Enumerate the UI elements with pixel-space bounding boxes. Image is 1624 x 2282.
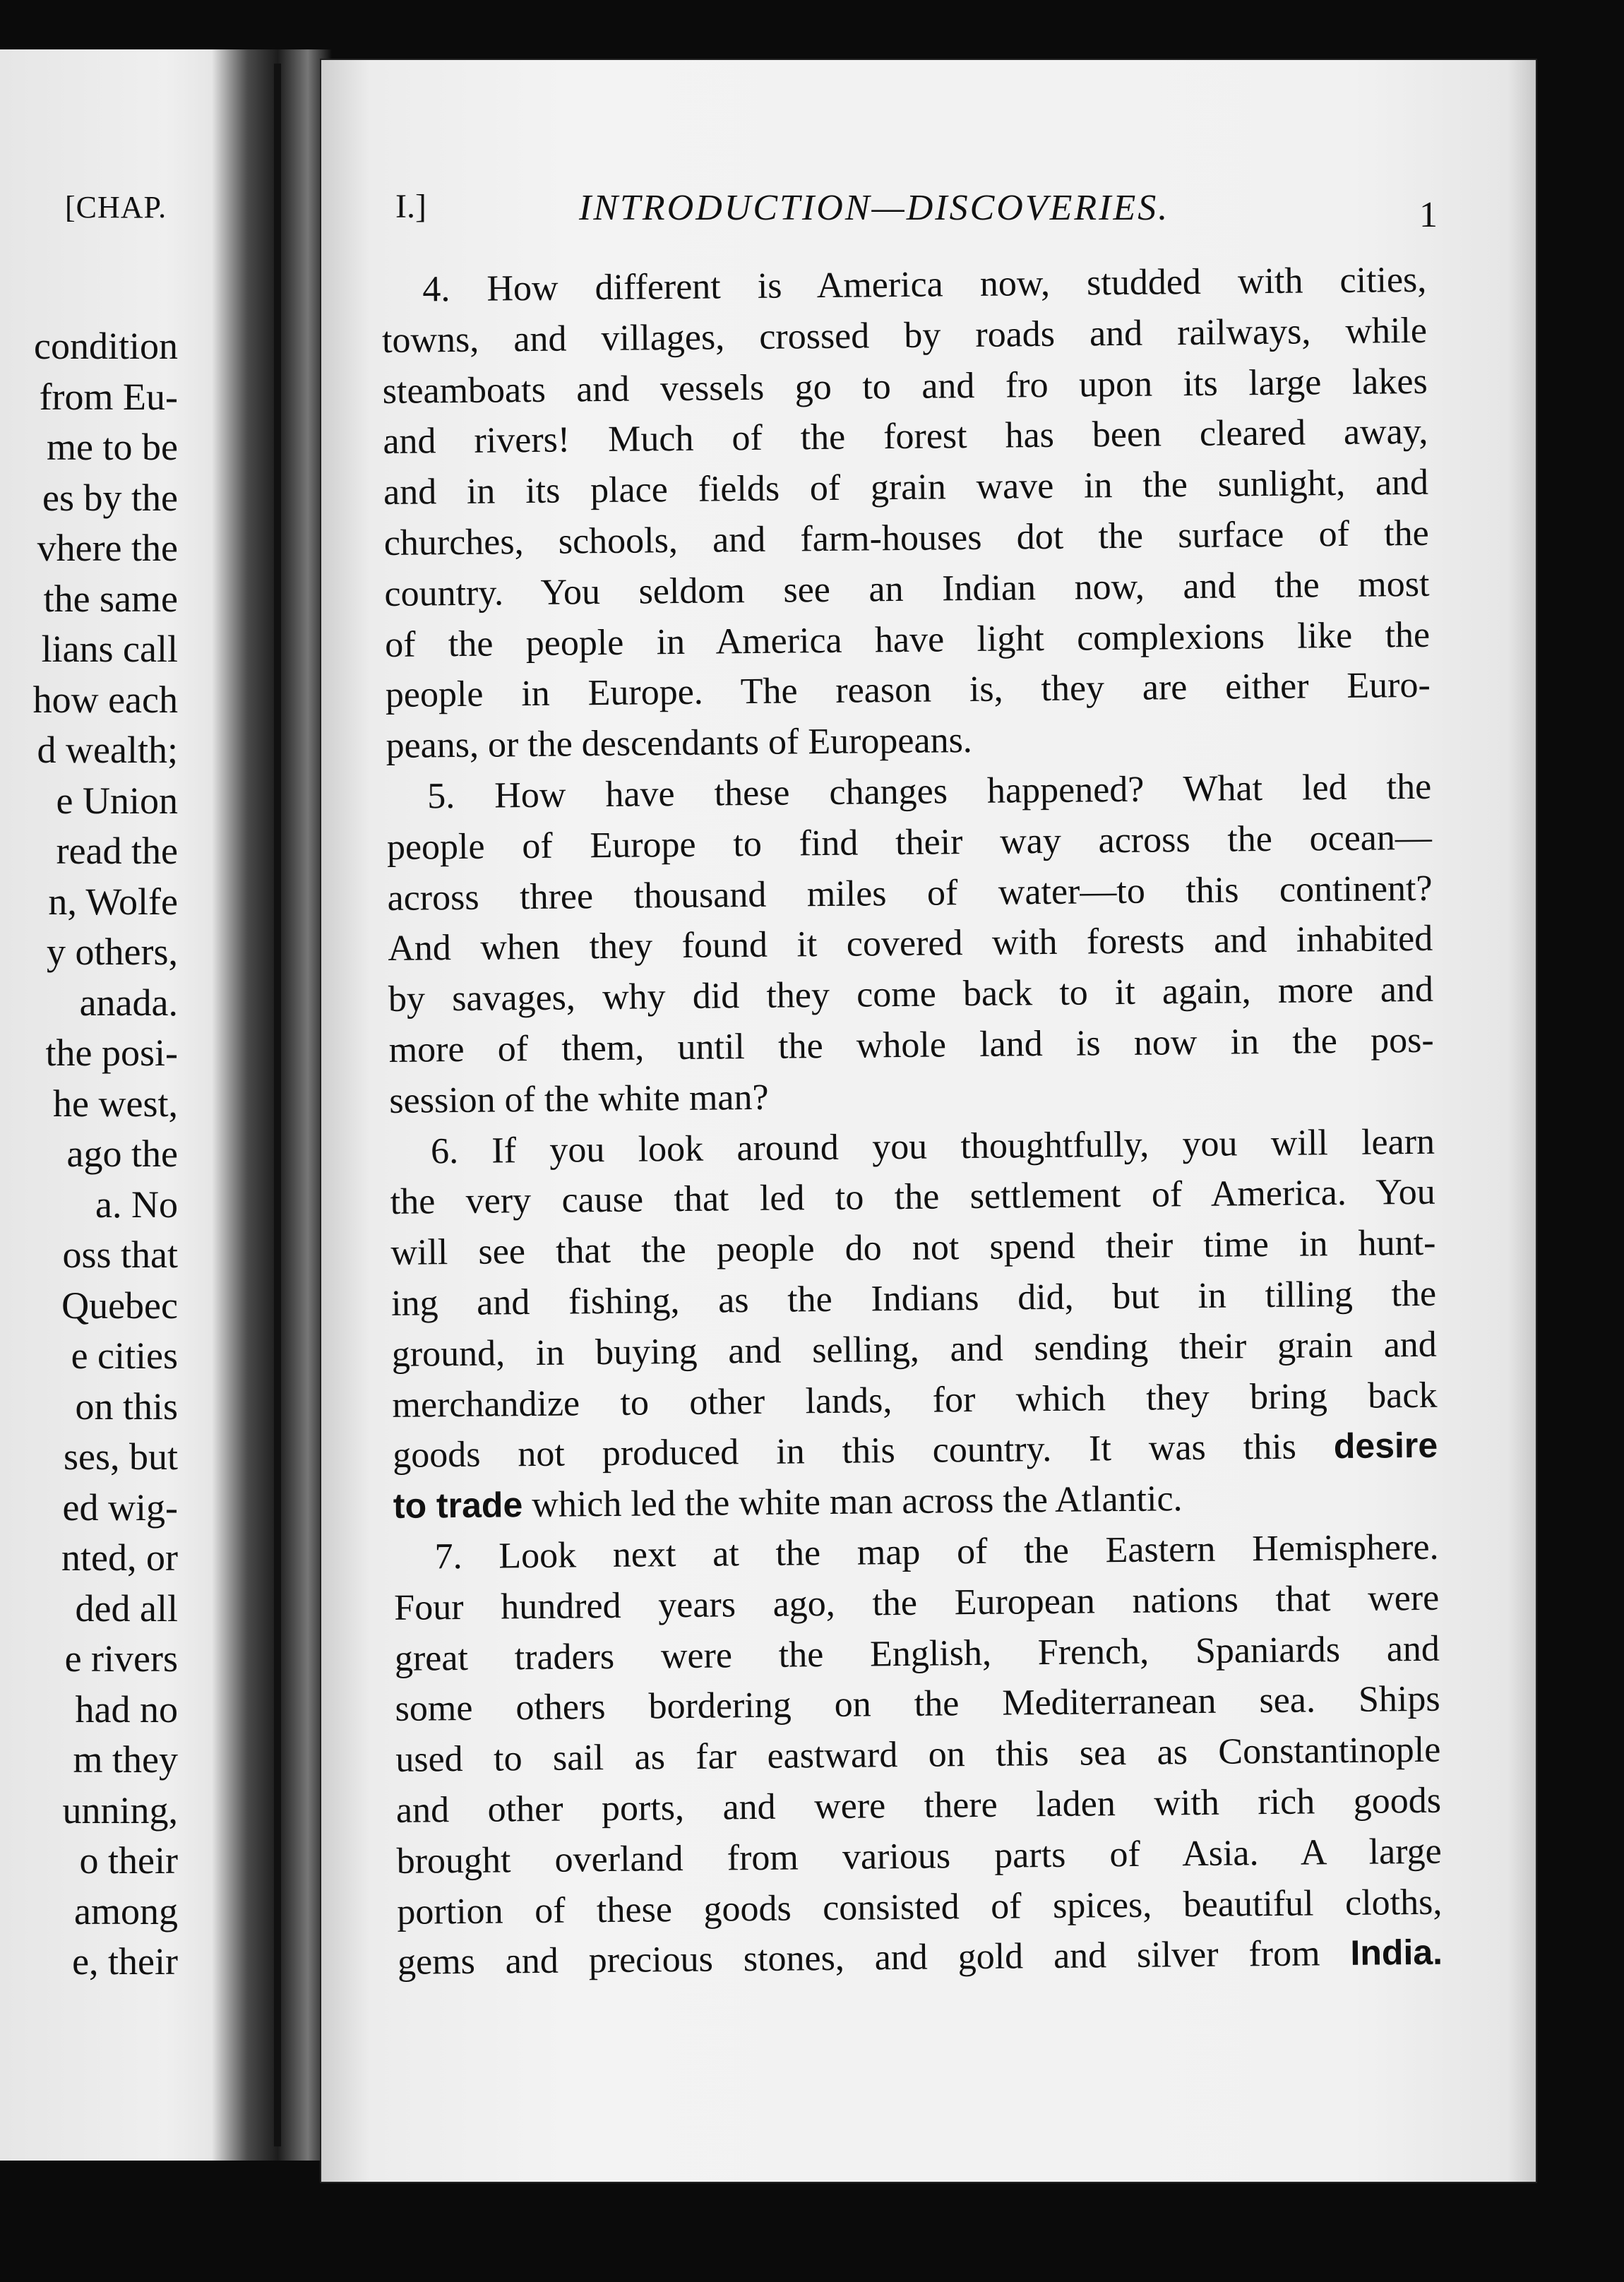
text-line: and rivers! Much of the forest has been cleared away, xyxy=(383,412,1428,462)
body-text xyxy=(381,255,1443,1988)
text-line: churches, schools, and farm-houses dot the surface of the xyxy=(383,513,1429,563)
left-line: the same xyxy=(43,577,178,620)
bold-term: to trade xyxy=(393,1485,523,1527)
text-line xyxy=(398,1928,1443,1988)
text-line: will see that the people do not spend their time in hunt- xyxy=(390,1222,1436,1274)
text-line: by savages, why did they come back to it again, more and xyxy=(388,969,1434,1020)
left-line: condition xyxy=(34,325,178,367)
left-line: read the xyxy=(56,830,178,872)
left-line: m they xyxy=(73,1738,178,1781)
text-run: gems and precious stones, and gold and silver from xyxy=(397,1933,1320,1983)
left-line: a. No xyxy=(95,1183,178,1226)
text-line: merchandize to other lands, for which they bring back xyxy=(392,1375,1438,1426)
text-line: country. You seldom see an Indian now, and the most xyxy=(384,563,1430,614)
left-running-head: [CHAP. xyxy=(65,190,167,225)
text-line: the very cause that led to the settlement of America. You xyxy=(390,1172,1435,1223)
left-line: e Union xyxy=(56,779,178,822)
text-line: 7. Look next at the map of the Eastern Hemisphere. xyxy=(434,1527,1439,1577)
left-line: y others, xyxy=(47,931,178,973)
left-line: lians call xyxy=(41,628,178,670)
left-line: o their xyxy=(79,1839,178,1882)
text-line: 6. If you look around you thoughtfully, you will learn xyxy=(430,1121,1435,1171)
binding-edge xyxy=(274,64,281,2146)
running-head xyxy=(321,187,1536,237)
left-line: e rivers xyxy=(64,1637,178,1680)
text-line: and in its place fields of grain wave in the sunlight, and xyxy=(383,462,1429,513)
left-page-text xyxy=(0,321,178,1988)
left-line: e cities xyxy=(71,1334,178,1377)
text-line: people in Europe. The reason is, they are either Euro- xyxy=(385,665,1431,716)
right-page xyxy=(321,60,1536,2182)
text-line: ground, in buying and selling, and sending their grain and xyxy=(391,1324,1438,1375)
left-line: oss that xyxy=(62,1233,178,1276)
text-line: brought overland from various parts of Asia. A large xyxy=(396,1831,1442,1882)
text-line: towns, and villages, crossed by roads and railways, while xyxy=(381,310,1428,361)
text-line: more of them, until the whole land is now in the pos- xyxy=(388,1020,1434,1070)
text-line: people of Europe to find their way across the ocean— xyxy=(386,817,1433,868)
text-line xyxy=(393,1421,1438,1481)
text-line: ing and fishing, as the Indians did, but in tilling the xyxy=(390,1273,1437,1324)
left-line: ses, but xyxy=(64,1435,178,1478)
bold-term: India. xyxy=(1350,1932,1443,1973)
bold-term: desire xyxy=(1333,1426,1438,1466)
text-line: and other ports, and were there laden with rich goods xyxy=(395,1780,1442,1831)
text-line: great traders were the English, French, Spaniards and xyxy=(394,1628,1440,1679)
left-line: anada. xyxy=(79,981,178,1024)
text-run: which led the white man across the Atlantic. xyxy=(531,1478,1183,1526)
text-line: peans, or the descendants of Europeans. xyxy=(386,720,973,767)
left-line: the posi- xyxy=(45,1032,178,1074)
left-line: had no xyxy=(75,1687,178,1731)
chapter-number: I.] xyxy=(395,188,426,225)
page-number: 1 xyxy=(1419,195,1438,235)
text-line: Four hundred years ago, the European nations that were xyxy=(393,1577,1440,1628)
left-line: he west, xyxy=(53,1082,178,1125)
text-line: portion of these goods consisted of spices, beautiful cloths, xyxy=(397,1882,1443,1932)
left-line: ago the xyxy=(66,1133,178,1175)
left-line: n, Wolfe xyxy=(48,880,178,923)
page-edge-shadow xyxy=(1507,60,1536,2182)
left-line: ded all xyxy=(75,1587,178,1630)
left-line: es by the xyxy=(42,476,178,519)
text-line: And when they found it covered with forests and inhabited xyxy=(388,919,1433,969)
running-head-title: INTRODUCTION—DISCOVERIES. xyxy=(579,188,1170,228)
text-line: 4. How different is America now, studded with cities, xyxy=(422,259,1427,310)
left-line: how each xyxy=(32,678,178,721)
left-line: from Eu- xyxy=(39,375,178,418)
left-line: unning, xyxy=(62,1788,178,1832)
left-line: me to be xyxy=(47,426,178,468)
left-line: d wealth; xyxy=(37,729,178,771)
text-line: 5. How have these changes happened? What led the xyxy=(426,766,1432,817)
text-line: used to sail as far eastward on this sea as Constantinople xyxy=(395,1729,1441,1781)
left-line: among xyxy=(74,1889,178,1932)
text-line: steamboats and vessels go to and fro upon its large lakes xyxy=(382,361,1428,412)
left-line: e, their xyxy=(72,1940,178,1983)
left-line: nted, or xyxy=(61,1536,178,1579)
left-line: ed wig- xyxy=(62,1486,178,1529)
text-line: across three thousand miles of water—to this continent? xyxy=(387,868,1433,919)
text-line: session of the white man? xyxy=(389,1077,769,1121)
left-line: Quebec xyxy=(61,1284,178,1327)
left-line: vhere the xyxy=(37,527,178,569)
text-line: of the people in America have light complexions like the xyxy=(384,614,1431,665)
text-line: some others bordering on the Mediterranean sea. Ships xyxy=(395,1679,1440,1730)
binding-gutter-shadow xyxy=(212,49,332,2161)
left-line: on this xyxy=(75,1385,178,1428)
text-run: goods not produced in this country. It was this xyxy=(392,1426,1297,1476)
